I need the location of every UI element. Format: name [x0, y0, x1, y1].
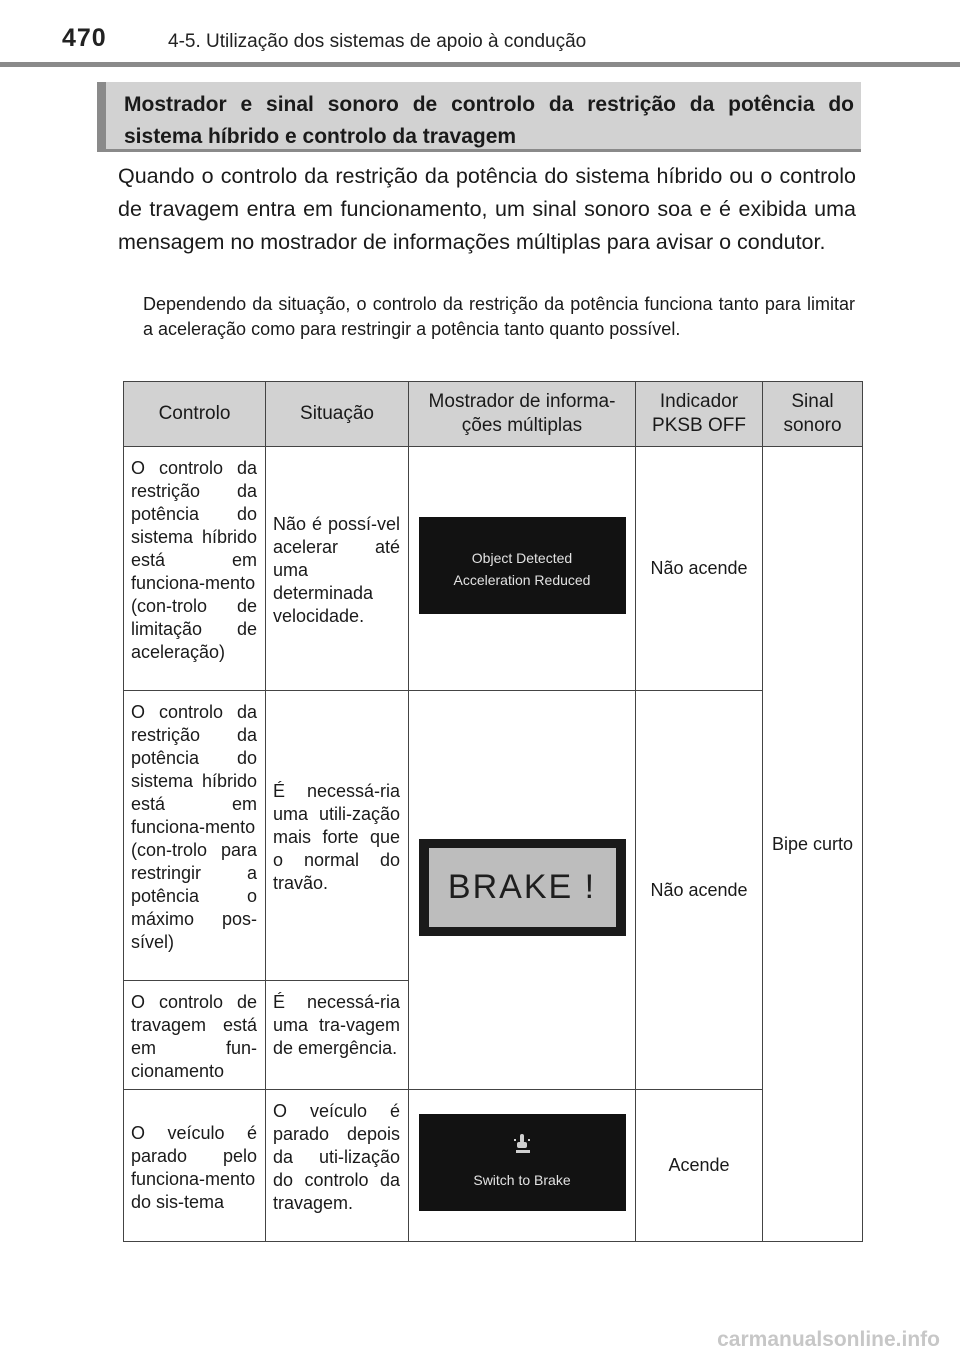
object-detected-screen [419, 517, 626, 614]
row1-indicador: Não acende [636, 447, 763, 691]
row3-situacao: É necessá-ria uma tra-vagem de emergência. [266, 981, 409, 1090]
row4-controlo: O veículo é parado pelo funciona-mento do sis-tema [124, 1090, 266, 1242]
header-mostrador: Mostrador de informa-ções múltiplas [409, 382, 636, 447]
row4-situacao: O veículo é parado depois da uti-lização do controlo da travagem. [266, 1090, 409, 1242]
table-row [124, 447, 863, 691]
header-sinal: Sinal sonoro [763, 382, 863, 447]
sinal-sonoro: Bipe curto [763, 447, 863, 1242]
header-indicador: Indicador PKSB OFF [636, 382, 763, 447]
row2-situacao: É necessá-ria uma utili-zação mais forte que o normal do travão. [266, 691, 409, 981]
table-header-row [124, 382, 863, 447]
row3-controlo: O controlo de travagem está em fun-cionamento [124, 981, 266, 1090]
switch-to-brake-text: Switch to Brake [473, 1172, 571, 1188]
foot-on-pedal-icon [514, 1134, 532, 1156]
row2-indicador: Não acende [636, 691, 763, 1090]
page-number: 470 [62, 24, 107, 52]
control-table [123, 381, 863, 1242]
watermark: carmanualsonline.info [717, 1328, 940, 1351]
row2-controlo: O controlo da restrição da potência do sistema híbrido está em funciona-mento (con-trolo para restringir a potência o máximo pos-sível) [124, 691, 266, 981]
section-title: Mostrador e sinal sonoro de controlo da restrição da potência do sistema híbrido e controlo da travagem [124, 93, 854, 148]
header-controlo: Controlo [124, 382, 266, 447]
table-row [124, 691, 863, 981]
brake-text: BRAKE ! [429, 848, 616, 927]
header-situacao: Situação [266, 382, 409, 447]
switch-to-brake-screen [419, 1114, 626, 1211]
chapter-title: 4-5. Utilização dos sistemas de apoio à condução [168, 31, 587, 52]
row1-display [409, 447, 636, 691]
note-paragraph: Dependendo da situação, o controlo da restrição da potência funciona tanto para limitar a aceleração como para restringir a potência tanto quanto possível. [143, 294, 855, 339]
row4-display [409, 1090, 636, 1242]
row1-situacao: Não é possí-vel acelerar até uma determinada velocidade. [266, 447, 409, 691]
brake-screen [419, 839, 626, 936]
section-box [97, 82, 861, 152]
table-row [124, 1090, 863, 1242]
screen-line-1: Object Detected [471, 550, 573, 566]
row4-indicador: Acende [636, 1090, 763, 1242]
screen-line-2: Acceleration Reduced [453, 572, 591, 588]
lead-paragraph: Quando o controlo da restrição da potência do sistema híbrido ou o controlo de travagem entra em funcionamento, um sinal sonoro soa e é exibida uma mensagem no mostrador de informações múltiplas para avisar o condutor. [118, 164, 856, 254]
row1-controlo: O controlo da restrição da potência do sistema híbrido está em funciona-mento (con-trolo de limitação de aceleração) [124, 447, 266, 691]
row2-display [409, 691, 636, 1090]
header-rule [0, 62, 960, 67]
